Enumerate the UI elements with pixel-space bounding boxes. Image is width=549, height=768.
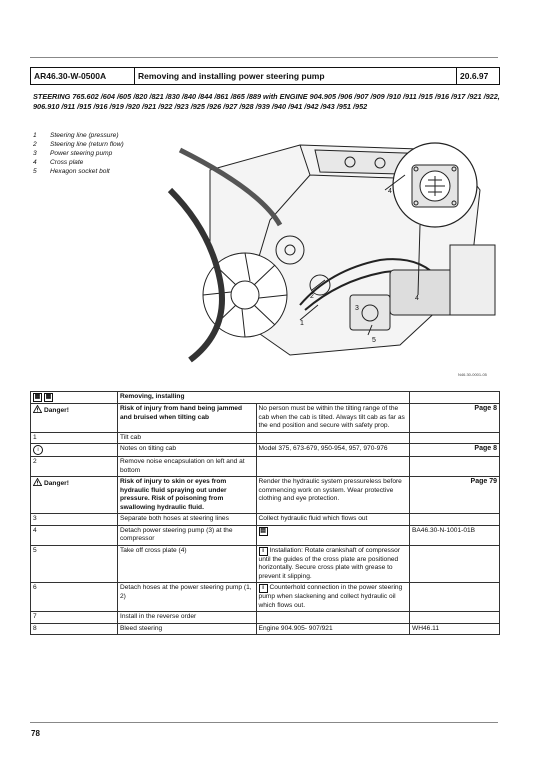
legend-item: 1 Steering line (pressure) — [33, 132, 119, 139]
document-id: AR46.30-W-0500A — [31, 68, 135, 84]
table-row: 2 Remove noise encapsulation on left and at bottom — [31, 457, 500, 477]
page-link[interactable]: Page 8 — [410, 404, 500, 433]
callout-4: 4 — [388, 188, 392, 195]
danger-label: Danger! — [31, 477, 118, 514]
info-icon: i — [33, 445, 43, 455]
legend-item: 2 Steering line (return flow) — [33, 141, 124, 148]
table-row: 3 Separate both hoses at steering lines Collect hydraulic fluid which flows out — [31, 514, 500, 526]
legend-item: 3 Power steering pump — [33, 150, 113, 157]
applicability-text: STEERING 765.602 /604 /605 /820 /821 /830 /840 /844 /861 /865 /889 with ENGINE 904.905 /906 /907 /909 /910 /911 /915 /916 /917 /921 /922, 906.910 /911 /915 /916 /919 /920 /921 /922 /923 /925 /926 /927 /928 /939 /940 /941 /942 /943 /951 /952 — [33, 92, 500, 111]
doc-link[interactable]: BA46.30-N-1001-01B — [410, 525, 500, 545]
figure-legend — [33, 131, 124, 176]
info-box-icon: i — [259, 584, 268, 593]
warning-icon — [33, 478, 42, 486]
figure-code: N46.30-0001-05 — [458, 372, 487, 377]
document-icon: ▤ — [260, 527, 266, 534]
table-row: 1 Tilt cab — [31, 432, 500, 444]
page-link[interactable]: Page 79 — [410, 477, 500, 514]
callout-3: 3 — [355, 305, 359, 312]
engine-illustration — [150, 130, 500, 370]
table-icons: ▦ ▦ — [31, 392, 118, 404]
document-title: Removing and installing power steering pump — [135, 68, 457, 84]
document-header — [30, 67, 500, 85]
table-row: Danger! Risk of injury to skin or eyes from hydraulic fluid spraying out under pressure. Risk of poisoning from swallowing hydraulic fluid. Render the hydraulic system pressureless before commencing work on system. Wear protective clothing and eye protection. Page 79 — [31, 477, 500, 514]
warning-icon — [33, 405, 42, 413]
bottom-rule — [30, 722, 498, 723]
table-row: 4 Detach power steering pump (3) at the compressor ▤ BA46.30-N-1001-01B — [31, 525, 500, 545]
callout-5: 5 — [372, 337, 376, 344]
callout-2: 2 — [310, 293, 314, 300]
callout-4-lower: 4 — [415, 295, 419, 302]
page-link[interactable]: Page 8 — [410, 444, 500, 457]
table-header-row — [31, 392, 500, 404]
callout-1: 1 — [300, 320, 304, 327]
table-row: 8 Bleed steering Engine 904.905- 907/921 WH46.11 — [31, 623, 500, 635]
table-row: i Notes on tilting cab Model 375, 673-679, 950-954, 957, 970-976 Page 8 — [31, 444, 500, 457]
danger-label: Danger! — [31, 404, 118, 433]
table-row: 6 Detach hoses at the power steering pump (1, 2) i Counterhold connection in the power steering pump when slackening and collect hydraulic oil which flows out. — [31, 583, 500, 612]
table-heading: Removing, installing — [118, 392, 410, 404]
legend-item: 4 Cross plate — [33, 159, 84, 166]
top-rule — [30, 57, 498, 58]
table-row: 7 Install in the reverse order — [31, 612, 500, 624]
page-number: 78 — [31, 729, 40, 738]
doc-link[interactable]: WH46.11 — [410, 623, 500, 635]
table-row: Danger! Risk of injury from hand being jammed and bruised when tilting cab No person must be within the tilting range of the cab when the cab is tilted. Always tilt cab as far as the end position and secure with safety prop. Page 8 — [31, 404, 500, 433]
table-row: 5 Take off cross plate (4) i Installation: Rotate crankshaft of compressor until the guides of the cross plate are positioned horizontally. Secure cross plate with grease to prevent it slipping. — [31, 545, 500, 583]
procedure-table — [30, 391, 500, 635]
legend-item: 5 Hexagon socket bolt — [33, 168, 110, 175]
info-box-icon: i — [259, 547, 268, 556]
document-date: 20.6.97 — [460, 71, 489, 81]
